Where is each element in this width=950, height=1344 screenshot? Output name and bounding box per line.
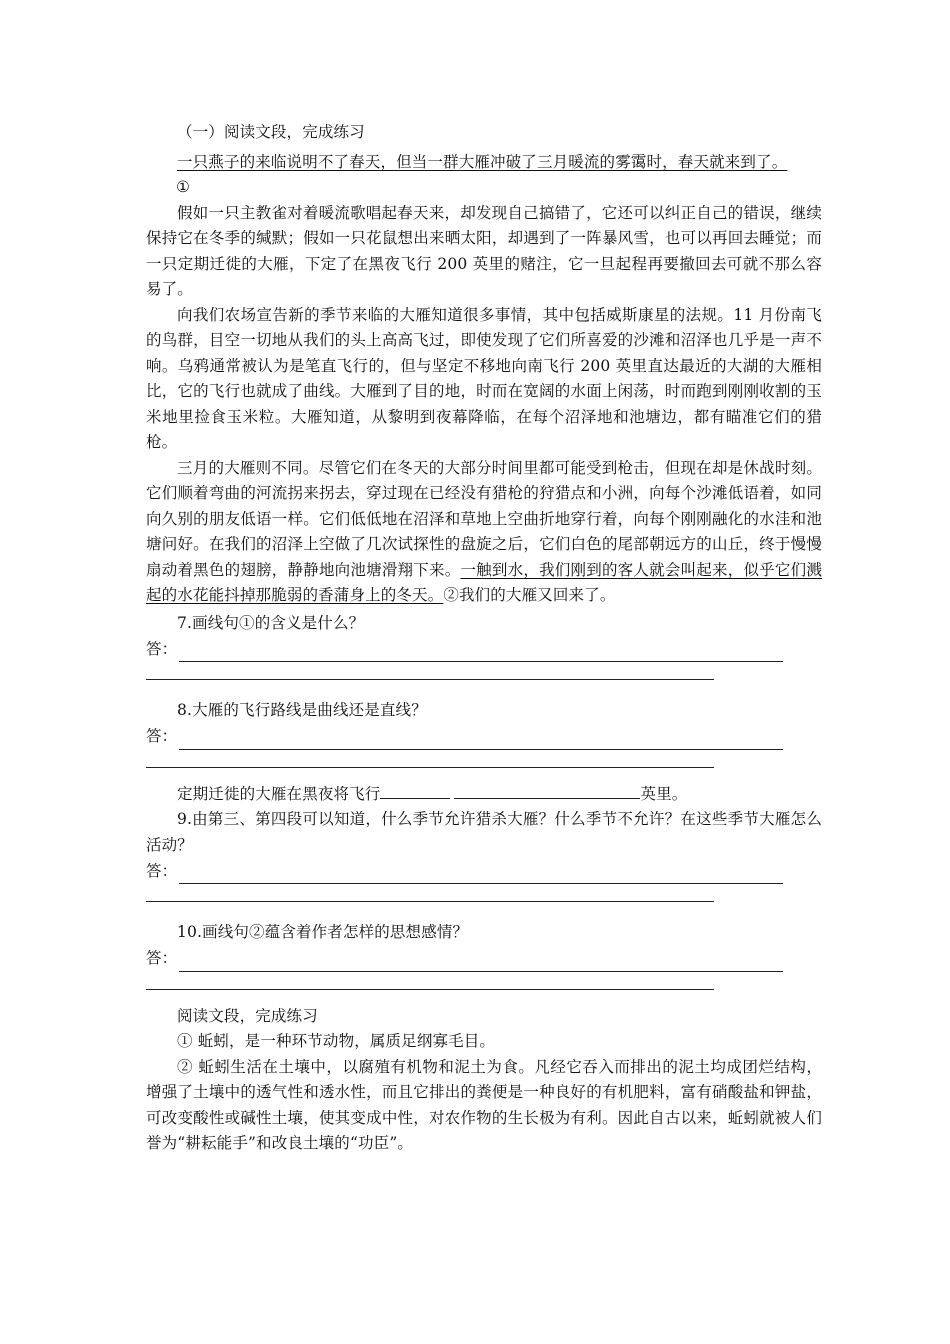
paragraph-1 <box>146 150 822 176</box>
question-8: 8.大雁的飞行路线是曲线还是直线？ <box>177 701 427 719</box>
question-9: 9.由第三、第四段可以知道，什么季节允许猎杀大雁？什么季节不允许？在这些季节大雁怎么活动？ <box>146 810 822 854</box>
answer-line-8a[interactable] <box>179 731 783 750</box>
fill-suffix: 英里。 <box>640 784 688 803</box>
answer-row-7 <box>146 636 822 662</box>
section2-paragraph-1: ① 蚯蚓，是一种环节动物，属质足纲寡毛目。 <box>177 1032 496 1050</box>
answer-label: 答： <box>146 639 178 658</box>
fill-blank-1[interactable] <box>380 784 450 799</box>
answer-line-10b[interactable] <box>146 989 714 990</box>
fill-sentence <box>146 782 822 808</box>
paragraph-3: 向我们农场宣告新的季节来临的大雁知道很多事情，其中包括威斯康星的法规。11 月份南飞的鸟群，目空一切地从我们的头上高高飞过，即使发现了它们所喜爱的沙滩和沼泽也几乎是一声不响。乌鸦通常被认为是笔直飞行的，但与坚定不移地向南飞行 200 英里直达最近的大湖的大雁相比，它的飞行也就成了曲线。大雁到了目的地，时而在宽阔的水面上闲荡，时而跑到刚刚收割的玉米地里捡食玉米粒。大雁知道，从黎明到夜幕降临，在每个沼泽地和池塘边，都有瞄准它们的猎枪。 <box>146 305 822 451</box>
question-10: 10.画线句②蕴含着作者怎样的思想感情？ <box>177 923 469 941</box>
answer-row-9 <box>146 858 822 884</box>
section2-paragraph-2: ② 蚯蚓生活在土壤中，以腐殖有机物和泥土为食。凡经它吞入而排出的泥土均成团烂结构，增强了土壤中的透气性和透水性，而且它排出的粪便是一种良好的有机肥料，富有硝酸盐和钾盐，可改变酸性或碱性土壤，使其变成中性，对农作物的生长极为有利。因此自古以来，蚯蚓就被人们誉为“耕耘能手”和改良土壤的“功臣”。 <box>146 1057 822 1152</box>
answer-line-10a[interactable] <box>179 953 783 972</box>
section2-heading: 阅读文段，完成练习 <box>177 1006 318 1025</box>
answer-row-10 <box>146 946 822 972</box>
paragraph-2: 假如一只主教雀对着暖流歌唱起春天来，却发现自己搞错了，它还可以纠正自己的错误，继续保持它在冬季的缄默；假如一只花鼠想出来晒太阳，却遇到了一阵暴风雪，也可以再回去睡觉；而一只定期迁徙的大雁，下定了在黑夜飞行 200 英里的赌注，它一旦起程再要撤回去可就不那么容易了。 <box>146 203 822 298</box>
underlined-sentence-1: 一只燕子的来临说明不了春天，但当一群大雁冲破了三月暖流的雾霭时，春天就来到了。 <box>177 152 788 171</box>
paragraph-4 <box>146 456 822 609</box>
answer-line-9a[interactable] <box>179 865 783 884</box>
paragraph-4-text: 三月的大雁则不同。尽管它们在冬天的大部分时间里都可能受到枪击，但现在却是休战时刻。它们顺着弯曲的河流拐来拐去，穿过现在已经没有猎枪的狩猎点和小洲，向每个沙滩低语着，如同向久别的朋友低语一样。它们低低地在沼泽和草地上空曲折地穿行着，向每个刚刚融化的水洼和池塘问好。在我们的沼泽上空做了几次试探性的盘旋之后，它们白色的尾部朝远方的山丘，终于慢慢扇动着黑色的翅膀，静静地向池塘滑翔下来。 <box>146 458 822 579</box>
fill-prefix: 定期迁徙的大雁在黑夜将飞行 <box>177 784 381 803</box>
marker-1: ① <box>176 178 191 196</box>
answer-label: 答： <box>146 861 178 880</box>
paragraph-4-end: ②我们的大雁又回来了。 <box>443 586 616 604</box>
fill-blank-2[interactable] <box>454 784 640 799</box>
answer-line-8b[interactable] <box>146 767 714 768</box>
answer-line-7a[interactable] <box>179 643 783 662</box>
question-7: 7.画线句①的含义是什么？ <box>177 613 365 632</box>
document-content <box>146 120 822 1157</box>
underlined-sentence-2: 一触到水，我们刚到的客人就会叫起来，似乎它们溅起的水花能抖掉那脆弱的香蒲身上的冬天。 <box>146 560 822 604</box>
answer-row-8 <box>146 724 822 750</box>
answer-line-7b[interactable] <box>146 679 714 680</box>
answer-line-9b[interactable] <box>146 901 714 902</box>
section2 <box>146 1004 822 1157</box>
answer-label: 答： <box>146 949 178 967</box>
answer-label: 答： <box>146 727 178 745</box>
section1-heading: （一）阅读文段，完成练习 <box>177 123 365 141</box>
